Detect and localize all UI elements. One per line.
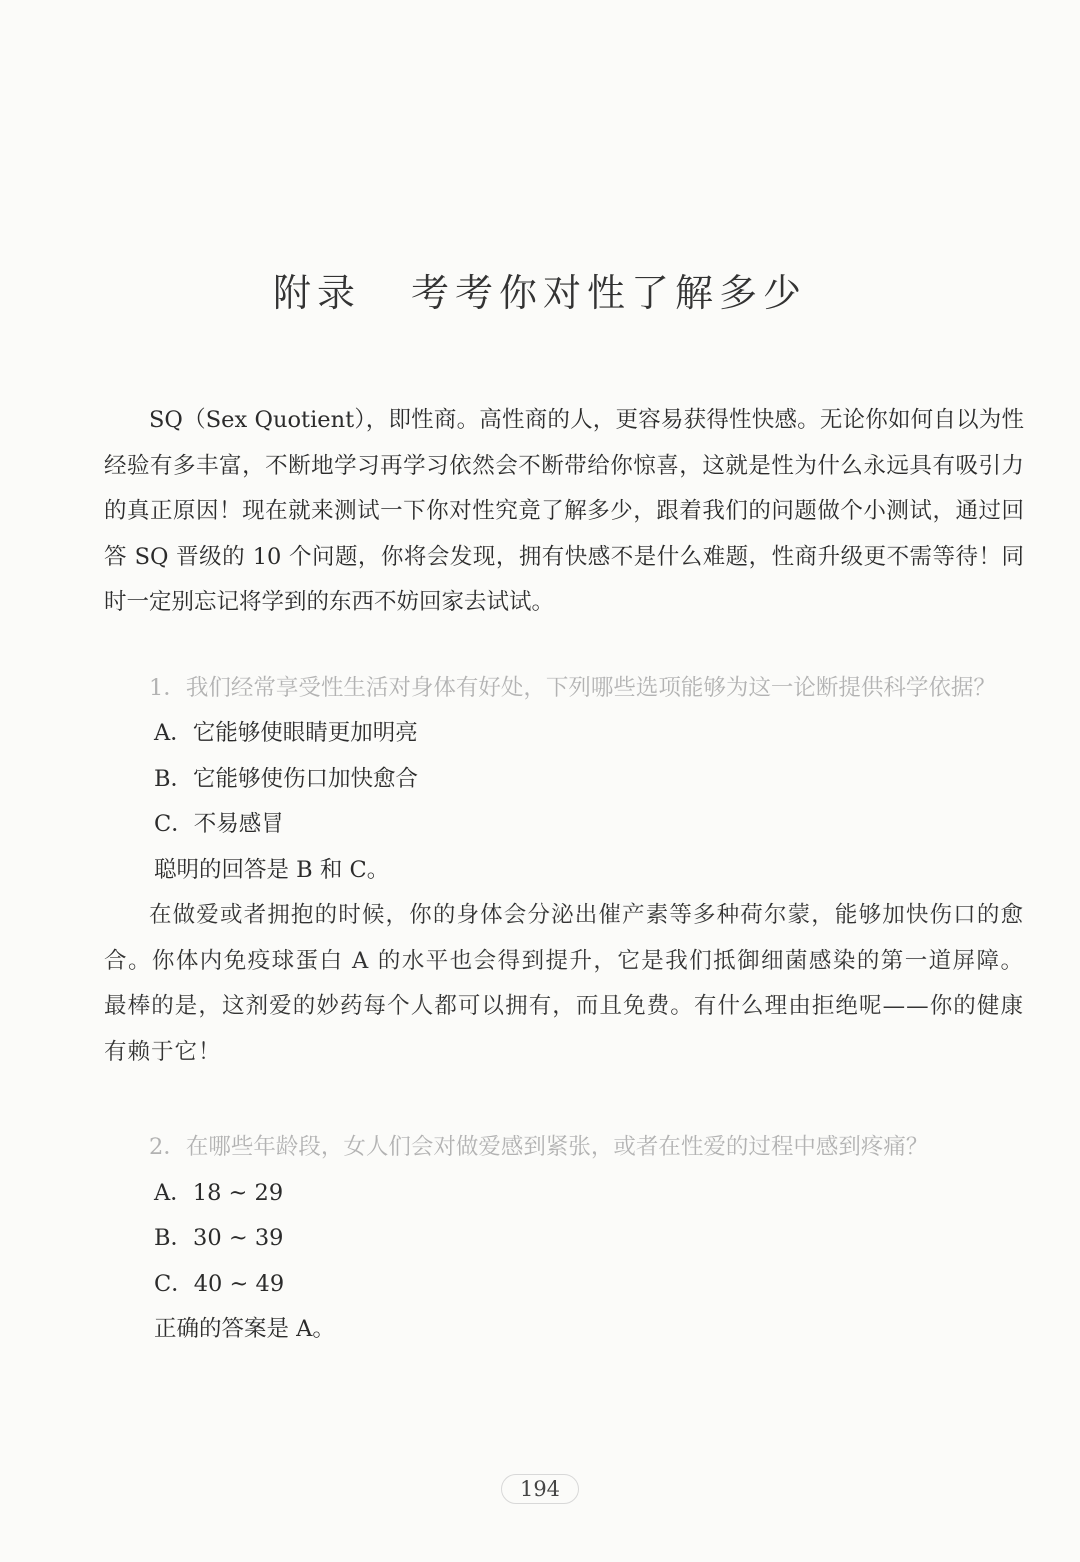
q1-answer: 聪明的回答是 B 和 C。 bbox=[154, 856, 390, 883]
q1-explanation: 在做爱或者拥抱的时候，你的身体会分泌出催产素等多种荷尔蒙，能够加快伤口的愈合。你体内免疫球蛋白 A 的水平也会得到提升，它是我们抵御细菌感染的第一道屏障。最棒的是，这剂爱的妙药每个人都可以拥有，而且免费。有什么理由拒绝呢——你的健康有赖于它！ bbox=[104, 902, 1024, 1065]
page-number-label: 194 bbox=[501, 1474, 579, 1504]
q1-option-c: C．不易感冒 bbox=[154, 811, 284, 837]
q1-option-b: B．它能够使伤口加快愈合 bbox=[154, 765, 419, 792]
q1-option-a: A．它能够使眼睛更加明亮 bbox=[154, 720, 418, 746]
title-main: 考考你对性了解多少 bbox=[411, 271, 808, 315]
q2-option-a: A．18 ~ 29 bbox=[154, 1179, 284, 1206]
body-text bbox=[104, 398, 1024, 1353]
intro-paragraph: SQ（Sex Quotient），即性商。高性商的人，更容易获得性快感。无论你如何自以为性经验有多丰富，不断地学习再学习依然会不断带给你惊喜，这就是性为什么永远具有吸引力的真正原因！现在就来测试一下你对性究竟了解多少，跟着我们的问题做个小测试，通过回答 SQ 晋级的 10 个问题，你将会发现，拥有快感不是什么难题，性商升级更不需等待！同时一定别忘记将学到的东西不妨回家去试试。 bbox=[104, 407, 1024, 615]
q2-answer: 正确的答案是 A。 bbox=[154, 1316, 335, 1342]
title-appendix: 附录 bbox=[272, 271, 361, 315]
question-1: 1．我们经常享受性生活对身体有好处，下列哪些选项能够为这一论断提供科学依据？ bbox=[149, 674, 996, 701]
page-number bbox=[0, 1474, 1080, 1504]
question-2: 2．在哪些年龄段，女人们会对做爱感到紧张，或者在性爱的过程中感到疼痛？ bbox=[149, 1134, 929, 1160]
q2-option-c: C．40 ~ 49 bbox=[154, 1270, 285, 1297]
page-title bbox=[0, 262, 1080, 317]
q2-option-b: B．30 ~ 39 bbox=[154, 1225, 284, 1251]
